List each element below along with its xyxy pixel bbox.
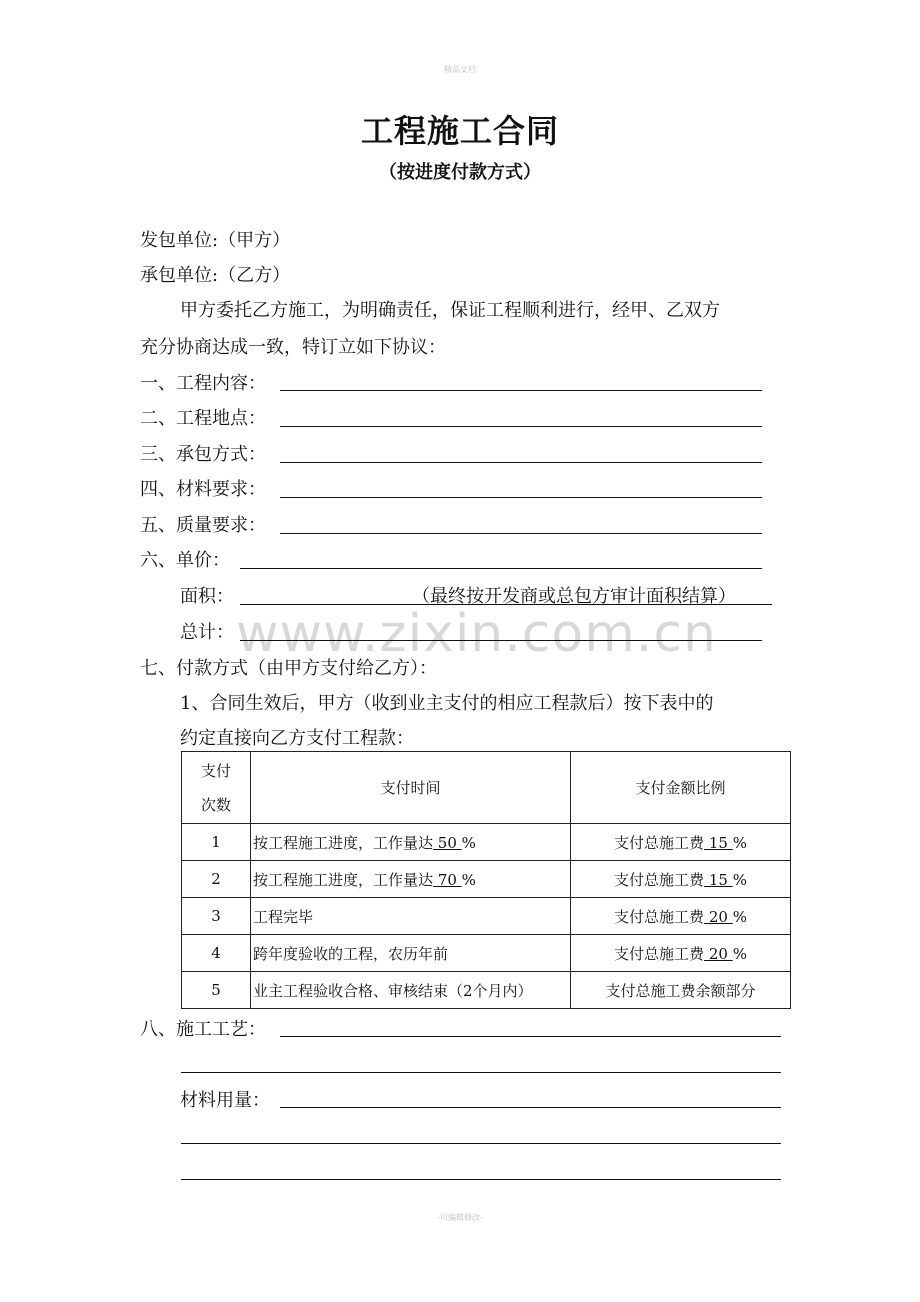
header-payment-count: 支付次数 bbox=[182, 752, 251, 824]
clause-quality-blank[interactable] bbox=[280, 533, 762, 534]
clause-total-blank[interactable] bbox=[240, 640, 762, 641]
clause-contract-mode-blank[interactable] bbox=[280, 462, 762, 463]
material-usage-label: 材料用量： bbox=[180, 1090, 270, 1111]
clause-craft-blank-2[interactable] bbox=[181, 1072, 781, 1073]
clause-craft-label: 八、施工工艺： bbox=[140, 1019, 266, 1040]
intro-paragraph-line2: 充分协商达成一致，特订立如下协议： bbox=[140, 337, 446, 358]
row-number: 4 bbox=[182, 935, 251, 972]
watermark: www.zixin.com.cn bbox=[236, 604, 717, 664]
row-time: 按工程施工进度，工作量达 70 % bbox=[251, 861, 571, 898]
document-title: 工程施工合同 bbox=[360, 112, 559, 150]
row-time: 跨年度验收的工程，农历年前 bbox=[251, 935, 571, 972]
clause-craft-blank[interactable] bbox=[280, 1036, 781, 1037]
clause-material-blank[interactable] bbox=[280, 497, 762, 498]
payment-sub-line1: 1、合同生效后，甲方（收到业主支付的相应工程款后）按下表中的 bbox=[180, 693, 714, 714]
row-ratio: 支付总施工费余额部分 bbox=[571, 972, 791, 1009]
clause-area-label: 面积： bbox=[180, 586, 234, 607]
table-row bbox=[182, 824, 791, 861]
clause-location-label: 二、工程地点： bbox=[140, 408, 266, 429]
clause-payment-label: 七、付款方式（由甲方支付给乙方）： bbox=[140, 658, 437, 679]
row-number: 2 bbox=[182, 861, 251, 898]
row-time: 按工程施工进度，工作量达 50 % bbox=[251, 824, 571, 861]
intro-paragraph-line1: 甲方委托乙方施工，为明确责任，保证工程顺利进行，经甲、乙双方 bbox=[180, 300, 720, 321]
party-b-label: 承包单位:（乙方） bbox=[140, 265, 291, 286]
row-ratio: 支付总施工费 20 % bbox=[571, 935, 791, 972]
row-number: 1 bbox=[182, 824, 251, 861]
clause-quality-label: 五、质量要求： bbox=[140, 515, 266, 536]
row-ratio: 支付总施工费 20 % bbox=[571, 898, 791, 935]
clause-unit-price-label: 六、单价： bbox=[140, 550, 230, 571]
clause-unit-price-blank[interactable] bbox=[240, 568, 762, 569]
table-header-row bbox=[182, 752, 791, 824]
clause-material-label: 四、材料要求： bbox=[140, 479, 266, 500]
material-usage-blank-3[interactable] bbox=[181, 1179, 781, 1180]
header-note: 精品文档 bbox=[444, 65, 476, 74]
row-time: 工程完毕 bbox=[251, 898, 571, 935]
party-a-label: 发包单位:（甲方） bbox=[140, 230, 291, 251]
footer-note: -可编辑修改- bbox=[437, 1213, 483, 1222]
table-row bbox=[182, 861, 791, 898]
clause-location-blank[interactable] bbox=[280, 426, 762, 427]
document-subtitle: （按进度付款方式） bbox=[379, 162, 541, 183]
clause-content-blank[interactable] bbox=[280, 390, 762, 391]
table-row bbox=[182, 898, 791, 935]
table-row bbox=[182, 972, 791, 1009]
row-ratio: 支付总施工费 15 % bbox=[571, 861, 791, 898]
row-ratio: 支付总施工费 15 % bbox=[571, 824, 791, 861]
header-payment-ratio: 支付金额比例 bbox=[571, 752, 791, 824]
clause-total-label: 总计： bbox=[180, 622, 234, 643]
material-usage-blank-2[interactable] bbox=[181, 1143, 781, 1144]
clause-content-label: 一、工程内容： bbox=[140, 373, 266, 394]
table-row bbox=[182, 935, 791, 972]
material-usage-blank[interactable] bbox=[280, 1107, 781, 1108]
payment-sub-line2: 约定直接向乙方支付工程款： bbox=[180, 728, 414, 749]
payment-schedule-table bbox=[181, 751, 791, 1009]
row-number: 5 bbox=[182, 972, 251, 1009]
header-payment-time: 支付时间 bbox=[251, 752, 571, 824]
clause-contract-mode-label: 三、承包方式： bbox=[140, 444, 266, 465]
clause-area-note: （最终按开发商或总包方审计面积结算） bbox=[412, 586, 736, 607]
row-number: 3 bbox=[182, 898, 251, 935]
row-time: 业主工程验收合格、审核结束（2个月内） bbox=[251, 972, 571, 1009]
